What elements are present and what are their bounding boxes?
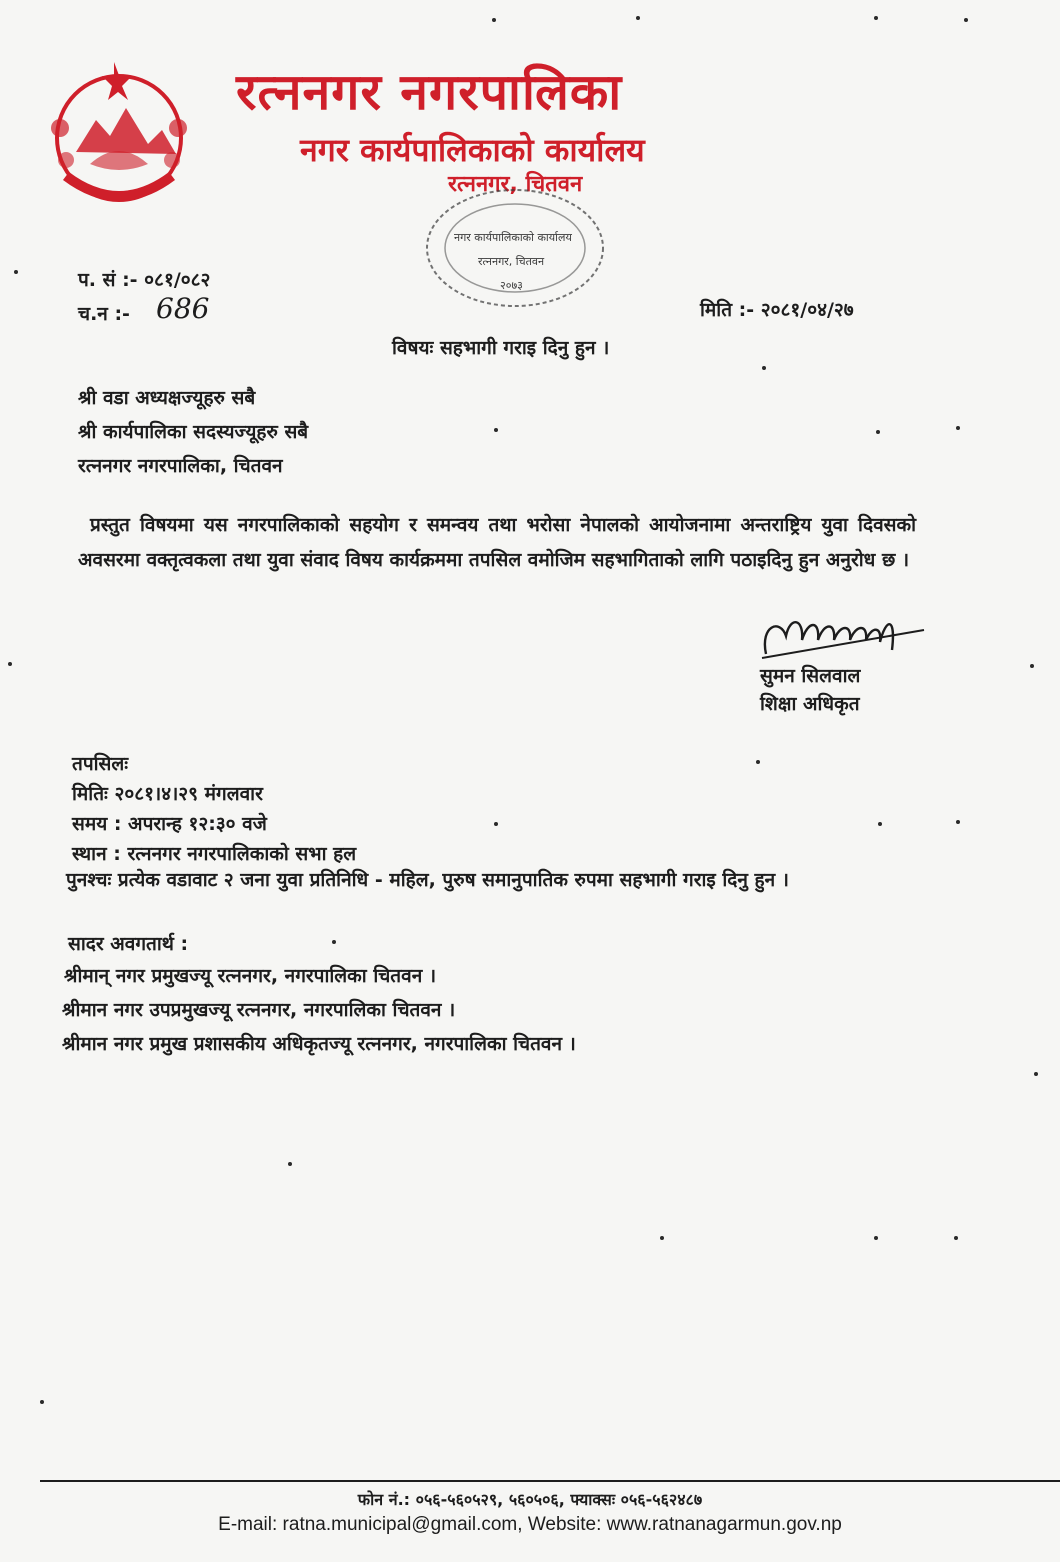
scan-speck — [874, 1236, 878, 1240]
scan-speck — [492, 18, 496, 22]
scan-speck — [878, 822, 882, 826]
scan-speck — [494, 822, 498, 826]
scan-speck — [956, 426, 960, 430]
recipient-line: श्री वडा अध्यक्षज्यूहरु सबै — [78, 387, 256, 409]
scan-speck — [762, 366, 766, 370]
details-time: समय : अपरान्ह १२:३० वजे — [72, 813, 267, 835]
recipient-line: रत्ननगर नगरपालिका, चितवन — [78, 455, 283, 477]
letterhead-place: रत्ननगर, चितवन — [448, 172, 583, 197]
signatory-designation: शिक्षा अधिकृत — [760, 693, 860, 715]
scan-speck — [494, 428, 498, 432]
signatory-name: सुमन सिलवाल — [760, 665, 861, 687]
scan-speck — [756, 760, 760, 764]
scan-speck — [964, 18, 968, 22]
stamp-line-3: २०७३ — [500, 279, 523, 292]
footer-rule — [40, 1480, 1060, 1482]
scan-speck — [874, 16, 878, 20]
letterhead-title: रत्ननगर नगरपालिका — [236, 63, 623, 121]
scan-speck — [288, 1162, 292, 1166]
scan-speck — [8, 662, 12, 666]
nepal-emblem-icon — [36, 56, 202, 216]
stamp-line-2: रत्ननगर, चितवन — [478, 255, 545, 268]
chalani-number: 686 — [156, 292, 210, 325]
recipient-line: श्री कार्यपालिका सदस्यज्यूहरु सबै — [78, 421, 309, 443]
scan-speck — [636, 16, 640, 20]
footer-phone: फोन नं.: ०५६-५६०५२९, ५६०५०६, फ्याक्सः ०५६-५६२४८७ — [357, 1490, 703, 1509]
scan-speck — [956, 820, 960, 824]
scan-speck — [1034, 1072, 1038, 1076]
scan-speck — [954, 1236, 958, 1240]
details-venue: स्थान : रत्ननगर नगरपालिकाको सभा हल — [72, 843, 357, 865]
scan-speck — [40, 1400, 44, 1404]
cc-heading: सादर अवगतार्थ : — [68, 933, 189, 955]
scan-speck — [876, 430, 880, 434]
patra-sankhya: प. सं :- ०८१/०८२ — [78, 269, 211, 291]
subject-line: विषयः सहभागी गराइ दिनु हुन । — [392, 337, 610, 359]
letter-body: प्रस्तुत विषयमा यस नगरपालिकाको सहयोग र समन्वय तथा भरोसा नेपालको आयोजनामा अन्तराष्ट्रिय युवा दिवसको अवसरमा वक्तृत्वकला तथा युवा संवाद विषय कार्यक्रममा तपसिल वमोजिम सहभागिताको लागि पठाइदिनु हुन अनुरोध छ । — [78, 514, 916, 571]
cc-item: श्रीमान् नगर प्रमुखज्यू रत्ननगर, नगरपालिका चितवन । — [64, 965, 437, 987]
letter-date: मिति :- २०८१/०४/२७ — [700, 299, 854, 321]
scan-speck — [332, 940, 336, 944]
details-date: मितिः २०८१।४।२९ मंगलवार — [72, 783, 263, 805]
chalani-label: च.न :- — [78, 303, 130, 325]
scan-speck — [1030, 664, 1034, 668]
scan-speck — [14, 270, 18, 274]
details-note: पुनश्चः प्रत्येक वडावाट २ जना युवा प्रतिनिधि - महिल, पुरुष समानुपातिक रुपमा सहभागी गराइ दिनु हुन । — [66, 869, 789, 891]
stamp-line-1: नगर कार्यपालिकाको कार्यालय — [454, 231, 572, 244]
cc-item: श्रीमान नगर प्रमुख प्रशासकीय अधिकृतज्यू रत्ननगर, नगरपालिका चितवन । — [62, 1033, 576, 1055]
footer-contact: E-mail: ratna.municipal@gmail.com, Website: www.ratnanagarmun.gov.np — [218, 1514, 842, 1535]
scan-speck — [660, 1236, 664, 1240]
office-stamp — [420, 182, 610, 312]
cc-item: श्रीमान नगर उपप्रमुखज्यू रत्ननगर, नगरपालिका चितवन । — [62, 999, 456, 1021]
details-heading: तपसिलः — [72, 753, 129, 775]
letterhead-subtitle: नगर कार्यपालिकाको कार्यालय — [300, 131, 645, 169]
